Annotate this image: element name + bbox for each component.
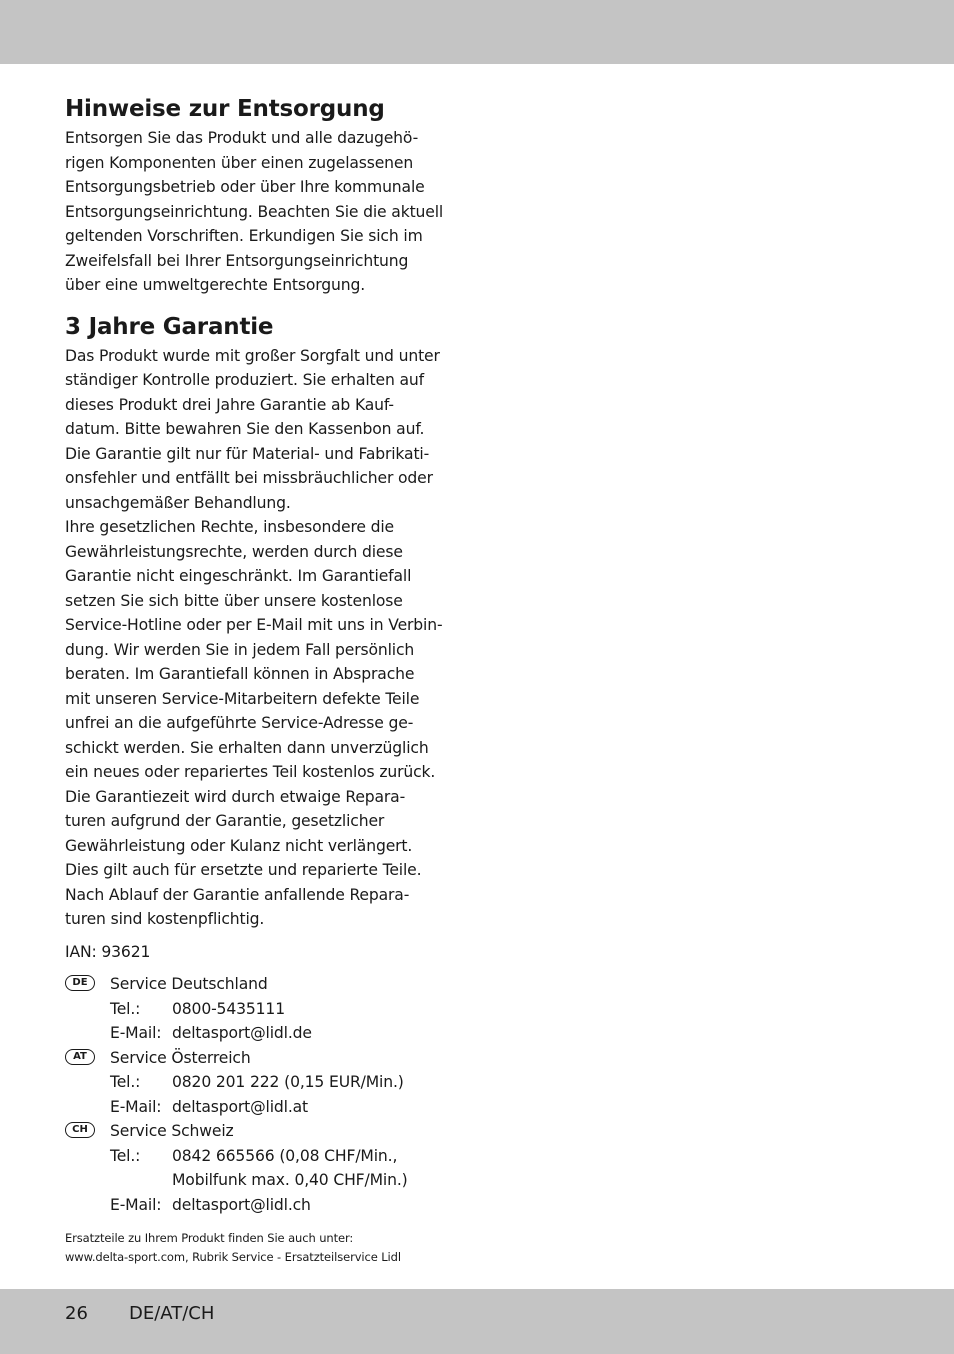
service-de-title: Service Deutschland bbox=[110, 975, 268, 993]
service-ch-tel-row bbox=[65, 1144, 465, 1169]
service-at-phone: 0820 201 222 (0,15 EUR/Min.) bbox=[172, 1073, 404, 1091]
tel-label: Tel.: bbox=[110, 1073, 141, 1091]
footer-languages: DE/AT/CH bbox=[129, 1303, 215, 1324]
main-content bbox=[65, 92, 465, 1267]
service-de-mail-row bbox=[65, 1021, 465, 1046]
text-line: turen aufgrund der Garantie, gesetzlicher bbox=[65, 812, 385, 830]
text-line: Nach Ablauf der Garantie anfallende Repara- bbox=[65, 885, 410, 904]
text-line: setzen Sie sich bitte über unsere kostenlose bbox=[65, 591, 403, 610]
text-line: ständiger Kontrolle produziert. Sie erhalten auf bbox=[65, 371, 424, 389]
header-band bbox=[0, 0, 954, 64]
tel-label: Tel.: bbox=[110, 999, 141, 1018]
text-line: datum. Bitte bewahren Sie den Kassenbon auf. bbox=[65, 420, 425, 438]
warranty-text bbox=[65, 344, 465, 932]
text-line: ein neues oder repariertes Teil kostenlos zurück. bbox=[65, 763, 436, 781]
spare-parts-url: www.delta-sport.com, Rubrik Service - Ersatzteilservice Lidl bbox=[65, 1250, 401, 1264]
disposal-text bbox=[65, 126, 465, 298]
text-line: Das Produkt wurde mit großer Sorgfalt und unter bbox=[65, 346, 440, 365]
service-contacts bbox=[65, 972, 465, 1217]
service-ch-row bbox=[65, 1119, 465, 1144]
service-ch-email: deltasport@lidl.ch bbox=[172, 1195, 311, 1214]
service-ch-mail-row bbox=[65, 1193, 465, 1218]
service-at-email: deltasport@lidl.at bbox=[172, 1097, 308, 1116]
service-de-row bbox=[65, 972, 465, 997]
service-ch-title: Service Schweiz bbox=[110, 1122, 234, 1140]
text-line: unsachgemäßer Behandlung. bbox=[65, 493, 291, 512]
text-line: schickt werden. Sie erhalten dann unverzüglich bbox=[65, 738, 429, 757]
text-line: onsfehler und entfällt bei missbräuchlicher oder bbox=[65, 469, 433, 487]
text-line: über eine umweltgerechte Entsorgung. bbox=[65, 276, 366, 294]
text-line: dung. Wir werden Sie in jedem Fall persönlich bbox=[65, 640, 415, 659]
ch-country-badge-icon: CH bbox=[65, 1122, 95, 1138]
text-line: Service-Hotline oder per E-Mail mit uns in Verbin- bbox=[65, 616, 443, 634]
text-line: beraten. Im Garantiefall können in Absprache bbox=[65, 665, 415, 683]
service-at-tel-row bbox=[65, 1070, 465, 1095]
text-line: Ihre gesetzlichen Rechte, insbesondere die bbox=[65, 518, 394, 536]
text-line: Entsorgungseinrichtung. Beachten Sie die aktuell bbox=[65, 202, 444, 221]
service-de-phone: 0800-5435111 bbox=[172, 999, 285, 1018]
service-ch-tel-cont-row bbox=[65, 1168, 465, 1193]
text-line: Zweifelsfall bei Ihrer Entsorgungseinrichtung bbox=[65, 251, 409, 270]
tel-label: Tel.: bbox=[110, 1146, 141, 1165]
service-de-email: deltasport@lidl.de bbox=[172, 1024, 312, 1042]
text-line: Garantie nicht eingeschränkt. Im Garantiefall bbox=[65, 567, 412, 585]
text-line: Entsorgungsbetrieb oder über Ihre kommunale bbox=[65, 178, 425, 196]
service-ch-phone-mobile: Mobilfunk max. 0,40 CHF/Min.) bbox=[172, 1171, 408, 1189]
text-line: Dies gilt auch für ersetzte und reparierte Teile. bbox=[65, 861, 422, 879]
spare-parts-line: Ersatzteile zu Ihrem Produkt finden Sie auch unter: bbox=[65, 1231, 354, 1245]
ian-number: IAN: 93621 bbox=[65, 942, 151, 961]
text-line: Entsorgen Sie das Produkt und alle dazugehö- bbox=[65, 129, 419, 147]
service-ch-phone: 0842 665566 (0,08 CHF/Min., bbox=[172, 1146, 398, 1165]
text-line: rigen Komponenten über einen zugelassenen bbox=[65, 153, 414, 172]
spare-parts-note bbox=[65, 1229, 465, 1267]
text-line: Die Garantie gilt nur für Material- und Fabrikati- bbox=[65, 444, 430, 463]
text-line: dieses Produkt drei Jahre Garantie ab Kauf- bbox=[65, 395, 394, 414]
text-line: geltenden Vorschriften. Erkundigen Sie sich im bbox=[65, 227, 423, 245]
de-country-badge-icon: DE bbox=[65, 975, 95, 991]
mail-label: E-Mail: bbox=[110, 1097, 162, 1116]
page-number: 26 bbox=[65, 1303, 88, 1324]
service-de-tel-row bbox=[65, 997, 465, 1022]
text-line: turen sind kostenpflichtig. bbox=[65, 910, 265, 928]
text-line: Gewährleistung oder Kulanz nicht verlängert. bbox=[65, 836, 413, 855]
text-line: mit unseren Service-Mitarbeitern defekte Teile bbox=[65, 689, 420, 708]
mail-label: E-Mail: bbox=[110, 1024, 162, 1042]
service-at-mail-row bbox=[65, 1095, 465, 1120]
disposal-heading: Hinweise zur Entsorgung bbox=[65, 96, 385, 122]
mail-label: E-Mail: bbox=[110, 1195, 162, 1214]
text-line: Die Garantiezeit wird durch etwaige Repara- bbox=[65, 787, 406, 806]
at-country-badge-icon: AT bbox=[65, 1049, 95, 1065]
text-line: unfrei an die aufgeführte Service-Adresse ge- bbox=[65, 714, 414, 732]
service-at-title: Service Österreich bbox=[110, 1048, 251, 1067]
text-line: Gewährleistungsrechte, werden durch diese bbox=[65, 542, 403, 561]
warranty-heading: 3 Jahre Garantie bbox=[65, 313, 274, 340]
service-at-row bbox=[65, 1046, 465, 1071]
